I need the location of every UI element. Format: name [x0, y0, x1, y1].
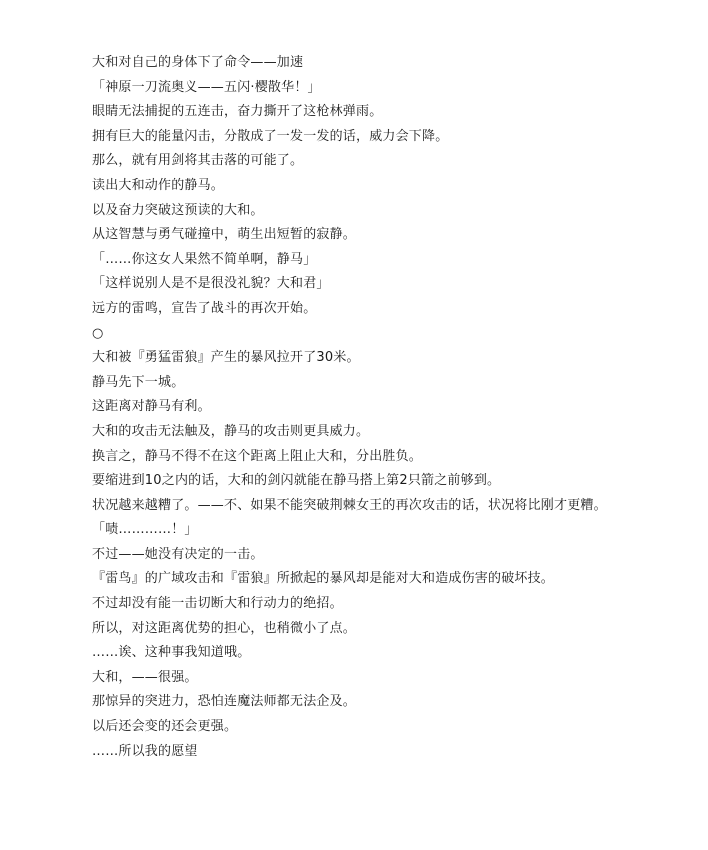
paragraph: 眼睛无法捕捉的五连击，奋力撕开了这枪林弹雨。 [92, 104, 383, 120]
paragraph: 读出大和动作的静马。 [92, 177, 225, 193]
paragraph: 以及奋力突破这预读的大和。 [92, 202, 264, 218]
paragraph: 大和的攻击无法触及，静马的攻击则更具威力。 [92, 423, 370, 439]
paragraph: 那惊异的突进力，恐怕连魔法师都无法企及。 [92, 694, 357, 710]
scene-break-marker: ○ [92, 325, 104, 341]
paragraph: 状况越来越糟了。——不、如果不能突破荆棘女王的再次攻击的话，状况将比刚才更糟。 [92, 497, 607, 513]
paragraph: 从这智慧与勇气碰撞中，萌生出短暂的寂静。 [92, 227, 357, 243]
paragraph: 「啧…………！」 [92, 522, 198, 538]
paragraph: 不过——她没有决定的一击。 [92, 546, 264, 562]
paragraph: 拥有巨大的能量闪击，分散成了一发一发的话，威力会下降。 [92, 128, 449, 144]
paragraph: 所以，对这距离优势的担心，也稍微小了点。 [92, 620, 357, 636]
paragraph: 这距离对静马有利。 [92, 399, 211, 415]
paragraph: 静马先下一城。 [92, 374, 185, 390]
paragraph: 大和被『勇猛雷狼』产生的暴风拉开了30米。 [92, 350, 360, 366]
paragraph: ……诶、这种事我知道哦。 [92, 645, 251, 661]
paragraph: 「神原一刀流奥义——五闪·樱散华！」 [92, 79, 321, 95]
paragraph: 大和对自己的身体下了命令——加速 [92, 55, 304, 70]
paragraph: 远方的雷鸣，宣告了战斗的再次开始。 [92, 300, 317, 316]
paragraph: ……所以我的愿望 [92, 743, 198, 759]
paragraph: 那么，就有用剑将其击落的可能了。 [92, 153, 304, 169]
paragraph: 『雷鸟』的广域攻击和『雷狼』所掀起的暴风却是能对大和造成伤害的破坏技。 [92, 571, 555, 587]
paragraph: 不过却没有能一击切断大和行动力的绝招。 [92, 596, 343, 612]
novel-text [62, 54, 652, 767]
paragraph: 大和，——很强。 [92, 669, 198, 685]
paragraph: 「……你这女人果然不简单啊，静马」 [92, 251, 317, 267]
paragraph: 「这样说别人是不是很没礼貌？大和君」 [92, 276, 330, 292]
paragraph: 以后还会变的还会更强。 [92, 719, 238, 735]
paragraph: 要缩进到10之内的话，大和的剑闪就能在静马搭上第2只箭之前够到。 [92, 473, 501, 489]
paragraph: 换言之，静马不得不在这个距离上阻止大和，分出胜负。 [92, 448, 423, 464]
